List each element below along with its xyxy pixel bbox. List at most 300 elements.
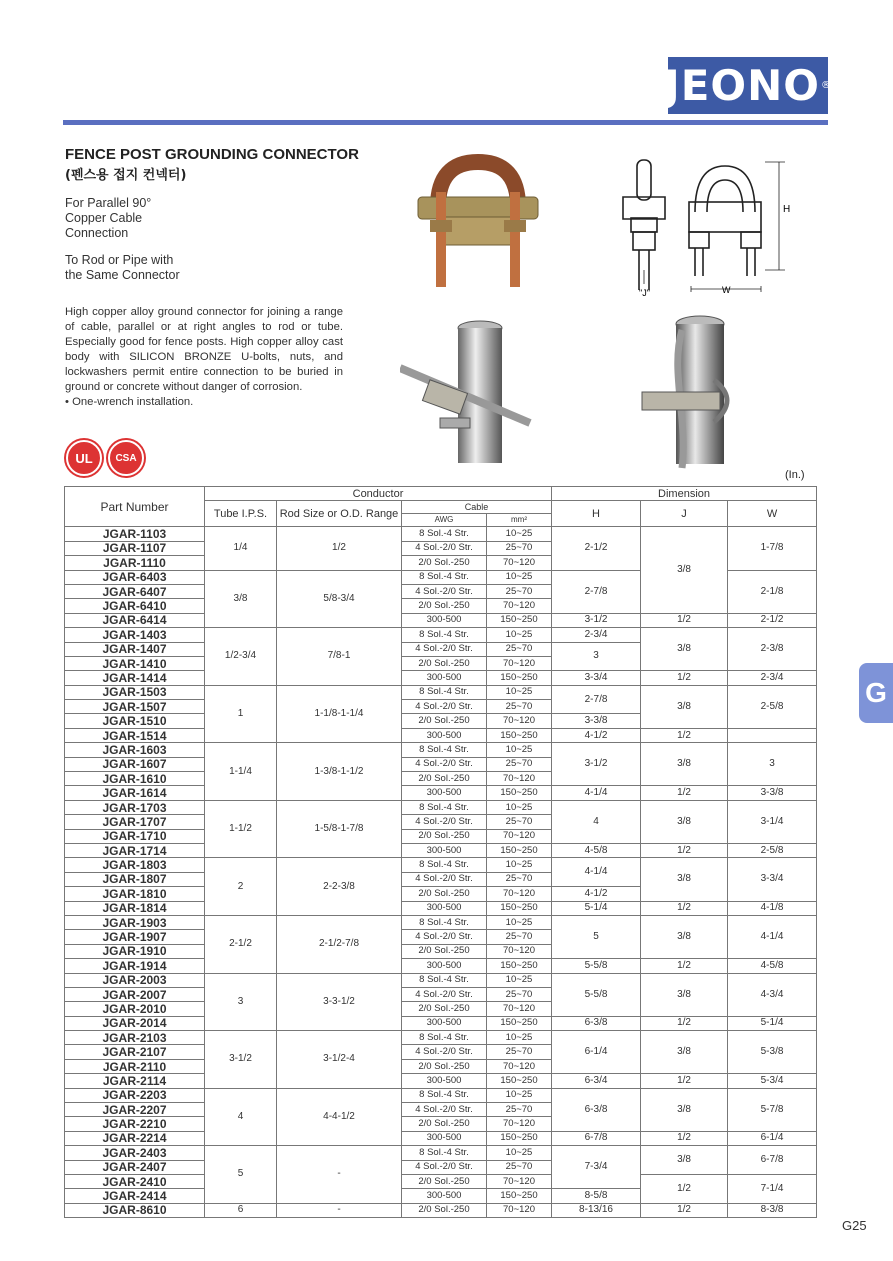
part-number-cell: JGAR-2114 bbox=[65, 1074, 205, 1088]
dim-h-cell: 2-3/4 bbox=[552, 628, 641, 642]
table-row bbox=[65, 1203, 817, 1217]
cable-awg-cell: 4 Sol.-2/0 Str. bbox=[402, 1045, 487, 1059]
cable-mm-cell: 10~25 bbox=[487, 570, 552, 584]
brand-logo bbox=[664, 57, 832, 114]
table-row bbox=[65, 743, 817, 757]
tube-size-cell: 1 bbox=[205, 685, 277, 743]
cable-mm-cell: 10~25 bbox=[487, 743, 552, 757]
dim-w-cell: 5-7/8 bbox=[728, 1088, 817, 1131]
cable-mm-cell: 10~25 bbox=[487, 1146, 552, 1160]
part-number-cell: JGAR-1714 bbox=[65, 843, 205, 857]
rod-range-cell: - bbox=[277, 1203, 402, 1217]
dim-j-cell: 1/2 bbox=[641, 728, 728, 742]
cable-mm-cell: 70~120 bbox=[487, 1174, 552, 1188]
dim-j-cell: 1/2 bbox=[641, 901, 728, 915]
cable-mm-cell: 10~25 bbox=[487, 915, 552, 929]
cable-mm-cell: 25~70 bbox=[487, 872, 552, 886]
cable-awg-cell: 4 Sol.-2/0 Str. bbox=[402, 872, 487, 886]
cable-awg-cell: 2/0 Sol.-250 bbox=[402, 944, 487, 958]
cable-mm-cell: 25~70 bbox=[487, 1045, 552, 1059]
dim-w-cell: 6-1/4 bbox=[728, 1131, 817, 1145]
intro-line: Connection bbox=[65, 226, 129, 240]
dim-h-cell: 2-7/8 bbox=[552, 570, 641, 613]
dim-w-cell: 2-1/2 bbox=[728, 613, 817, 627]
h-dimension-label: H bbox=[783, 204, 791, 215]
table-row bbox=[65, 800, 817, 814]
cable-awg-cell: 2/0 Sol.-250 bbox=[402, 599, 487, 613]
dim-h-cell: 6-3/8 bbox=[552, 1016, 641, 1030]
dim-h-cell: 3-3/8 bbox=[552, 714, 641, 728]
dim-j-cell: 1/2 bbox=[641, 1016, 728, 1030]
part-number-cell: JGAR-1810 bbox=[65, 887, 205, 901]
dim-h-cell: 5-5/8 bbox=[552, 959, 641, 973]
section-tab[interactable]: G bbox=[859, 663, 893, 723]
dim-j-cell: 3/8 bbox=[641, 973, 728, 1016]
ul-cert-icon bbox=[66, 440, 102, 476]
cable-mm-cell: 150~250 bbox=[487, 1074, 552, 1088]
cable-mm-cell: 10~25 bbox=[487, 628, 552, 642]
tube-size-cell: 3 bbox=[205, 973, 277, 1031]
cable-awg-cell: 2/0 Sol.-250 bbox=[402, 714, 487, 728]
dim-j-cell: 3/8 bbox=[641, 1146, 728, 1175]
tube-size-cell: 1-1/4 bbox=[205, 743, 277, 801]
cable-mm-cell: 70~120 bbox=[487, 1059, 552, 1073]
part-number-cell: JGAR-1403 bbox=[65, 628, 205, 642]
cable-awg-cell: 8 Sol.-4 Str. bbox=[402, 743, 487, 757]
dim-w-cell: 3 bbox=[728, 743, 817, 786]
cable-awg-cell: 300-500 bbox=[402, 1131, 487, 1145]
tube-size-cell: 1/4 bbox=[205, 527, 277, 570]
dim-j-cell: 3/8 bbox=[641, 527, 728, 613]
cable-awg-cell: 8 Sol.-4 Str. bbox=[402, 800, 487, 814]
dim-j-cell: 1/2 bbox=[641, 843, 728, 857]
cable-awg-cell: 2/0 Sol.-250 bbox=[402, 1117, 487, 1131]
dim-j-cell: 3/8 bbox=[641, 685, 728, 728]
header-cable: Cable bbox=[402, 501, 552, 514]
rod-range-cell: 5/8-3/4 bbox=[277, 570, 402, 628]
cable-mm-cell: 150~250 bbox=[487, 843, 552, 857]
dim-w-cell: 4-1/8 bbox=[728, 901, 817, 915]
rod-range-cell: 7/8-1 bbox=[277, 628, 402, 686]
tube-size-cell: 3-1/2 bbox=[205, 1031, 277, 1089]
part-number-cell: JGAR-1514 bbox=[65, 728, 205, 742]
cable-awg-cell: 8 Sol.-4 Str. bbox=[402, 628, 487, 642]
cable-mm-cell: 150~250 bbox=[487, 613, 552, 627]
cable-awg-cell: 8 Sol.-4 Str. bbox=[402, 685, 487, 699]
dim-h-cell: 4-5/8 bbox=[552, 843, 641, 857]
cable-mm-cell: 70~120 bbox=[487, 656, 552, 670]
tube-size-cell: 2 bbox=[205, 858, 277, 916]
cable-awg-cell: 2/0 Sol.-250 bbox=[402, 829, 487, 843]
dim-h-cell: 4-1/4 bbox=[552, 786, 641, 800]
connector-photo bbox=[408, 152, 548, 292]
part-number-cell: JGAR-1414 bbox=[65, 671, 205, 685]
cable-mm-cell: 25~70 bbox=[487, 1160, 552, 1174]
dim-w-cell: 1-7/8 bbox=[728, 527, 817, 570]
dim-w-cell: 2-5/8 bbox=[728, 685, 817, 728]
cable-awg-cell: 8 Sol.-4 Str. bbox=[402, 973, 487, 987]
dim-h-cell: 6-3/4 bbox=[552, 1074, 641, 1088]
dim-j-cell: 1/2 bbox=[641, 1174, 728, 1203]
part-number-cell: JGAR-2010 bbox=[65, 1002, 205, 1016]
dim-j-cell: 3/8 bbox=[641, 858, 728, 901]
dim-h-cell: 5-1/4 bbox=[552, 901, 641, 915]
rod-range-cell: 2-1/2-7/8 bbox=[277, 915, 402, 973]
part-number-cell: JGAR-1103 bbox=[65, 527, 205, 541]
dim-w-cell: 3-3/4 bbox=[728, 858, 817, 901]
dim-h-cell: 7-3/4 bbox=[552, 1146, 641, 1189]
part-number-cell: JGAR-1614 bbox=[65, 786, 205, 800]
header-part-number: Part Number bbox=[65, 487, 205, 527]
dim-w-cell: 2-3/8 bbox=[728, 628, 817, 671]
rod-range-cell: 3-3-1/2 bbox=[277, 973, 402, 1031]
part-number-cell: JGAR-2403 bbox=[65, 1146, 205, 1160]
installed-photo-parallel bbox=[400, 318, 540, 468]
page-number: G25 bbox=[842, 1218, 867, 1233]
part-number-cell: JGAR-2003 bbox=[65, 973, 205, 987]
part-number-cell: JGAR-1803 bbox=[65, 858, 205, 872]
intro-line: To Rod or Pipe with bbox=[65, 253, 174, 267]
table-row bbox=[65, 671, 817, 685]
dim-h-cell: 4 bbox=[552, 800, 641, 843]
header-awg: AWG bbox=[402, 514, 487, 527]
cable-awg-cell: 4 Sol.-2/0 Str. bbox=[402, 642, 487, 656]
cable-awg-cell: 2/0 Sol.-250 bbox=[402, 887, 487, 901]
cable-mm-cell: 10~25 bbox=[487, 1088, 552, 1102]
header-rule bbox=[63, 120, 828, 125]
cable-awg-cell: 8 Sol.-4 Str. bbox=[402, 1031, 487, 1045]
part-number-cell: JGAR-2203 bbox=[65, 1088, 205, 1102]
part-number-cell: JGAR-1107 bbox=[65, 541, 205, 555]
dim-w-cell: 5-3/8 bbox=[728, 1031, 817, 1074]
part-number-cell: JGAR-6414 bbox=[65, 613, 205, 627]
part-number-cell: JGAR-1907 bbox=[65, 930, 205, 944]
part-number-cell: JGAR-2110 bbox=[65, 1059, 205, 1073]
table-row bbox=[65, 527, 817, 541]
dim-h-cell: 6-7/8 bbox=[552, 1131, 641, 1145]
dim-w-cell: 5-3/4 bbox=[728, 1074, 817, 1088]
dim-w-cell: 2-5/8 bbox=[728, 843, 817, 857]
header-conductor: Conductor bbox=[205, 487, 552, 501]
cable-mm-cell: 10~25 bbox=[487, 685, 552, 699]
part-number-cell: JGAR-8610 bbox=[65, 1203, 205, 1217]
csa-cert-label: CSA bbox=[115, 452, 137, 464]
cable-awg-cell: 300-500 bbox=[402, 1016, 487, 1030]
dim-j-cell: 1/2 bbox=[641, 959, 728, 973]
intro-line: the Same Connector bbox=[65, 268, 180, 282]
tube-size-cell: 1-1/2 bbox=[205, 800, 277, 858]
cable-mm-cell: 25~70 bbox=[487, 700, 552, 714]
part-number-cell: JGAR-1710 bbox=[65, 829, 205, 843]
dim-w-cell: 4-3/4 bbox=[728, 973, 817, 1016]
dim-h-cell: 4-1/2 bbox=[552, 728, 641, 742]
cable-awg-cell: 8 Sol.-4 Str. bbox=[402, 858, 487, 872]
cable-awg-cell: 8 Sol.-4 Str. bbox=[402, 1088, 487, 1102]
dim-j-cell: 1/2 bbox=[641, 1203, 728, 1217]
table-row bbox=[65, 685, 817, 699]
rod-range-cell: 1-3/8-1-1/2 bbox=[277, 743, 402, 801]
rod-range-cell: 1/2 bbox=[277, 527, 402, 570]
part-number-cell: JGAR-1814 bbox=[65, 901, 205, 915]
cable-mm-cell: 70~120 bbox=[487, 556, 552, 570]
table-row bbox=[65, 843, 817, 857]
table-row bbox=[65, 1031, 817, 1045]
cable-awg-cell: 300-500 bbox=[402, 843, 487, 857]
dim-w-cell: 3-3/8 bbox=[728, 786, 817, 800]
cable-awg-cell: 8 Sol.-4 Str. bbox=[402, 570, 487, 584]
cable-mm-cell: 70~120 bbox=[487, 887, 552, 901]
part-number-cell: JGAR-6410 bbox=[65, 599, 205, 613]
w-dimension-label: W bbox=[722, 285, 731, 295]
tube-size-cell: 5 bbox=[205, 1146, 277, 1204]
cable-awg-cell: 300-500 bbox=[402, 728, 487, 742]
dim-w-cell: 4-5/8 bbox=[728, 959, 817, 973]
cable-awg-cell: 4 Sol.-2/0 Str. bbox=[402, 700, 487, 714]
part-number-cell: JGAR-1707 bbox=[65, 815, 205, 829]
tube-size-cell: 4 bbox=[205, 1088, 277, 1146]
ul-cert-label: UL bbox=[75, 450, 93, 466]
cable-awg-cell: 4 Sol.-2/0 Str. bbox=[402, 930, 487, 944]
dim-j-cell: 3/8 bbox=[641, 628, 728, 671]
cable-mm-cell: 150~250 bbox=[487, 1189, 552, 1203]
cable-mm-cell: 10~25 bbox=[487, 800, 552, 814]
dim-h-cell: 4-1/4 bbox=[552, 858, 641, 887]
dim-w-cell: 7-1/4 bbox=[728, 1174, 817, 1203]
cable-mm-cell: 10~25 bbox=[487, 1031, 552, 1045]
cable-mm-cell: 10~25 bbox=[487, 858, 552, 872]
table-row bbox=[65, 915, 817, 929]
cable-awg-cell: 2/0 Sol.-250 bbox=[402, 1002, 487, 1016]
table-row bbox=[65, 786, 817, 800]
table-row bbox=[65, 1131, 817, 1145]
cable-mm-cell: 70~120 bbox=[487, 1002, 552, 1016]
dim-w-cell: 2-1/8 bbox=[728, 570, 817, 613]
cable-mm-cell: 150~250 bbox=[487, 786, 552, 800]
table-row bbox=[65, 1146, 817, 1160]
part-number-cell: JGAR-1410 bbox=[65, 656, 205, 670]
intro-line: Copper Cable bbox=[65, 211, 143, 225]
cable-awg-cell: 4 Sol.-2/0 Str. bbox=[402, 987, 487, 1001]
feature-bullet: • One-wrench installation. bbox=[65, 396, 194, 408]
dim-j-cell: 1/2 bbox=[641, 1074, 728, 1088]
cable-awg-cell: 8 Sol.-4 Str. bbox=[402, 915, 487, 929]
cable-awg-cell: 4 Sol.-2/0 Str. bbox=[402, 541, 487, 555]
product-description bbox=[65, 305, 343, 410]
dim-h-cell: 2-1/2 bbox=[552, 527, 641, 570]
rod-range-cell: 2-2-3/8 bbox=[277, 858, 402, 916]
dim-h-cell: 6-1/4 bbox=[552, 1031, 641, 1074]
cable-awg-cell: 4 Sol.-2/0 Str. bbox=[402, 815, 487, 829]
part-number-cell: JGAR-1914 bbox=[65, 959, 205, 973]
intro-line: For Parallel 90° bbox=[65, 196, 152, 210]
table-row bbox=[65, 728, 817, 742]
part-number-cell: JGAR-6407 bbox=[65, 584, 205, 598]
cable-mm-cell: 70~120 bbox=[487, 1117, 552, 1131]
header-mm: mm² bbox=[487, 514, 552, 527]
dimension-diagram bbox=[615, 152, 805, 297]
cable-awg-cell: 300-500 bbox=[402, 901, 487, 915]
j-dimension-label: "J" bbox=[639, 288, 650, 297]
header-h: H bbox=[552, 501, 641, 527]
cable-mm-cell: 150~250 bbox=[487, 901, 552, 915]
spec-table-body bbox=[65, 527, 817, 1218]
dim-h-cell: 2-7/8 bbox=[552, 685, 641, 714]
cable-mm-cell: 150~250 bbox=[487, 1016, 552, 1030]
dim-j-cell: 1/2 bbox=[641, 786, 728, 800]
cable-awg-cell: 2/0 Sol.-250 bbox=[402, 772, 487, 786]
cable-awg-cell: 8 Sol.-4 Str. bbox=[402, 527, 487, 541]
table-row bbox=[65, 1174, 817, 1188]
part-number-cell: JGAR-2210 bbox=[65, 1117, 205, 1131]
cable-mm-cell: 25~70 bbox=[487, 541, 552, 555]
dim-h-cell: 3 bbox=[552, 642, 641, 671]
part-number-cell: JGAR-1407 bbox=[65, 642, 205, 656]
cable-mm-cell: 70~120 bbox=[487, 944, 552, 958]
table-row bbox=[65, 959, 817, 973]
part-number-cell: JGAR-1910 bbox=[65, 944, 205, 958]
rod-range-cell: - bbox=[277, 1146, 402, 1204]
dim-j-cell: 3/8 bbox=[641, 800, 728, 843]
dim-h-cell: 8-5/8 bbox=[552, 1189, 641, 1203]
part-number-cell: JGAR-1610 bbox=[65, 772, 205, 786]
cable-mm-cell: 10~25 bbox=[487, 527, 552, 541]
cable-mm-cell: 25~70 bbox=[487, 815, 552, 829]
spec-table bbox=[64, 486, 817, 1218]
cable-awg-cell: 2/0 Sol.-250 bbox=[402, 1059, 487, 1073]
cable-awg-cell: 4 Sol.-2/0 Str. bbox=[402, 757, 487, 771]
intro-rod bbox=[65, 253, 180, 283]
part-number-cell: JGAR-2414 bbox=[65, 1189, 205, 1203]
table-row bbox=[65, 613, 817, 627]
cable-mm-cell: 150~250 bbox=[487, 959, 552, 973]
dim-j-cell: 1/2 bbox=[641, 613, 728, 627]
dim-h-cell: 5 bbox=[552, 915, 641, 958]
part-number-cell: JGAR-2107 bbox=[65, 1045, 205, 1059]
registered-mark: ® bbox=[820, 80, 832, 91]
table-row bbox=[65, 1074, 817, 1088]
dim-h-cell: 3-3/4 bbox=[552, 671, 641, 685]
part-number-cell: JGAR-1603 bbox=[65, 743, 205, 757]
cable-awg-cell: 2/0 Sol.-250 bbox=[402, 556, 487, 570]
part-number-cell: JGAR-2007 bbox=[65, 987, 205, 1001]
dim-w-cell: 2-3/4 bbox=[728, 671, 817, 685]
rod-range-cell: 1-5/8-1-7/8 bbox=[277, 800, 402, 858]
dim-j-cell: 3/8 bbox=[641, 1088, 728, 1131]
tube-size-cell: 2-1/2 bbox=[205, 915, 277, 973]
cable-mm-cell: 70~120 bbox=[487, 772, 552, 786]
dim-h-cell: 6-3/8 bbox=[552, 1088, 641, 1131]
part-number-cell: JGAR-1903 bbox=[65, 915, 205, 929]
tube-size-cell: 6 bbox=[205, 1203, 277, 1217]
cable-mm-cell: 10~25 bbox=[487, 973, 552, 987]
cable-mm-cell: 25~70 bbox=[487, 584, 552, 598]
cable-awg-cell: 300-500 bbox=[402, 786, 487, 800]
part-number-cell: JGAR-1703 bbox=[65, 800, 205, 814]
cable-awg-cell: 2/0 Sol.-250 bbox=[402, 1174, 487, 1188]
rod-range-cell: 3-1/2-4 bbox=[277, 1031, 402, 1089]
cable-awg-cell: 300-500 bbox=[402, 671, 487, 685]
table-row bbox=[65, 1016, 817, 1030]
part-number-cell: JGAR-2410 bbox=[65, 1174, 205, 1188]
tube-size-cell: 1/2-3/4 bbox=[205, 628, 277, 686]
table-row bbox=[65, 973, 817, 987]
part-number-cell: JGAR-2014 bbox=[65, 1016, 205, 1030]
cable-awg-cell: 2/0 Sol.-250 bbox=[402, 656, 487, 670]
table-row bbox=[65, 858, 817, 872]
cable-awg-cell: 300-500 bbox=[402, 1189, 487, 1203]
cable-awg-cell: 4 Sol.-2/0 Str. bbox=[402, 584, 487, 598]
table-row bbox=[65, 1088, 817, 1102]
intro-parallel bbox=[65, 196, 151, 241]
dim-h-cell: 3-1/2 bbox=[552, 613, 641, 627]
part-number-cell: JGAR-2214 bbox=[65, 1131, 205, 1145]
cable-mm-cell: 25~70 bbox=[487, 930, 552, 944]
page-subtitle: (펜스용 접지 컨넥터) bbox=[65, 168, 187, 183]
cable-mm-cell: 25~70 bbox=[487, 642, 552, 656]
part-number-cell: JGAR-1110 bbox=[65, 556, 205, 570]
dim-w-cell: 3-1/4 bbox=[728, 800, 817, 843]
part-number-cell: JGAR-1807 bbox=[65, 872, 205, 886]
header-tube: Tube I.P.S. bbox=[205, 501, 277, 527]
cable-mm-cell: 150~250 bbox=[487, 1131, 552, 1145]
part-number-cell: JGAR-1507 bbox=[65, 700, 205, 714]
cable-mm-cell: 150~250 bbox=[487, 671, 552, 685]
cable-mm-cell: 70~120 bbox=[487, 714, 552, 728]
dim-j-cell: 3/8 bbox=[641, 915, 728, 958]
dim-j-cell: 1/2 bbox=[641, 671, 728, 685]
cable-mm-cell: 70~120 bbox=[487, 599, 552, 613]
part-number-cell: JGAR-2103 bbox=[65, 1031, 205, 1045]
dim-h-cell: 4-1/2 bbox=[552, 887, 641, 901]
unit-label: (In.) bbox=[785, 469, 805, 481]
description-text: High copper alloy ground connector for joining a range of cable, parallel or at right angles to rod or tube. Especially good for fence posts. High copper alloy cast body with SILICON BRONZE U-bolts, nuts, and lockwashers permit entire connection to be buried in ground or concrete without danger of corrosion. bbox=[65, 306, 343, 393]
dim-w-cell: 5-1/4 bbox=[728, 1016, 817, 1030]
dim-j-cell: 3/8 bbox=[641, 1031, 728, 1074]
tube-size-cell: 3/8 bbox=[205, 570, 277, 628]
cable-mm-cell: 70~120 bbox=[487, 1203, 552, 1217]
rod-range-cell: 4-4-1/2 bbox=[277, 1088, 402, 1146]
cable-awg-cell: 4 Sol.-2/0 Str. bbox=[402, 1160, 487, 1174]
cable-awg-cell: 300-500 bbox=[402, 613, 487, 627]
cable-awg-cell: 8 Sol.-4 Str. bbox=[402, 1146, 487, 1160]
cable-mm-cell: 25~70 bbox=[487, 987, 552, 1001]
cable-awg-cell: 2/0 Sol.-250 bbox=[402, 1203, 487, 1217]
cable-mm-cell: 150~250 bbox=[487, 728, 552, 742]
page-title: FENCE POST GROUNDING CONNECTOR bbox=[65, 146, 359, 163]
csa-cert-icon bbox=[108, 440, 144, 476]
dim-w-cell: 4-1/4 bbox=[728, 915, 817, 958]
brand-name: JEONO bbox=[664, 61, 820, 110]
installed-photo-rightangle bbox=[630, 310, 760, 470]
cable-awg-cell: 300-500 bbox=[402, 1074, 487, 1088]
dim-w-cell bbox=[728, 728, 817, 742]
header-rod: Rod Size or O.D. Range bbox=[277, 501, 402, 527]
header-j: J bbox=[641, 501, 728, 527]
part-number-cell: JGAR-1607 bbox=[65, 757, 205, 771]
dim-j-cell: 3/8 bbox=[641, 743, 728, 786]
cable-mm-cell: 25~70 bbox=[487, 757, 552, 771]
part-number-cell: JGAR-2407 bbox=[65, 1160, 205, 1174]
header-w: W bbox=[728, 501, 817, 527]
rod-range-cell: 1-1/8-1-1/4 bbox=[277, 685, 402, 743]
dim-j-cell: 1/2 bbox=[641, 1131, 728, 1145]
cable-awg-cell: 300-500 bbox=[402, 959, 487, 973]
table-row bbox=[65, 901, 817, 915]
cable-mm-cell: 25~70 bbox=[487, 1103, 552, 1117]
part-number-cell: JGAR-1503 bbox=[65, 685, 205, 699]
cable-awg-cell: 4 Sol.-2/0 Str. bbox=[402, 1103, 487, 1117]
table-row bbox=[65, 628, 817, 642]
